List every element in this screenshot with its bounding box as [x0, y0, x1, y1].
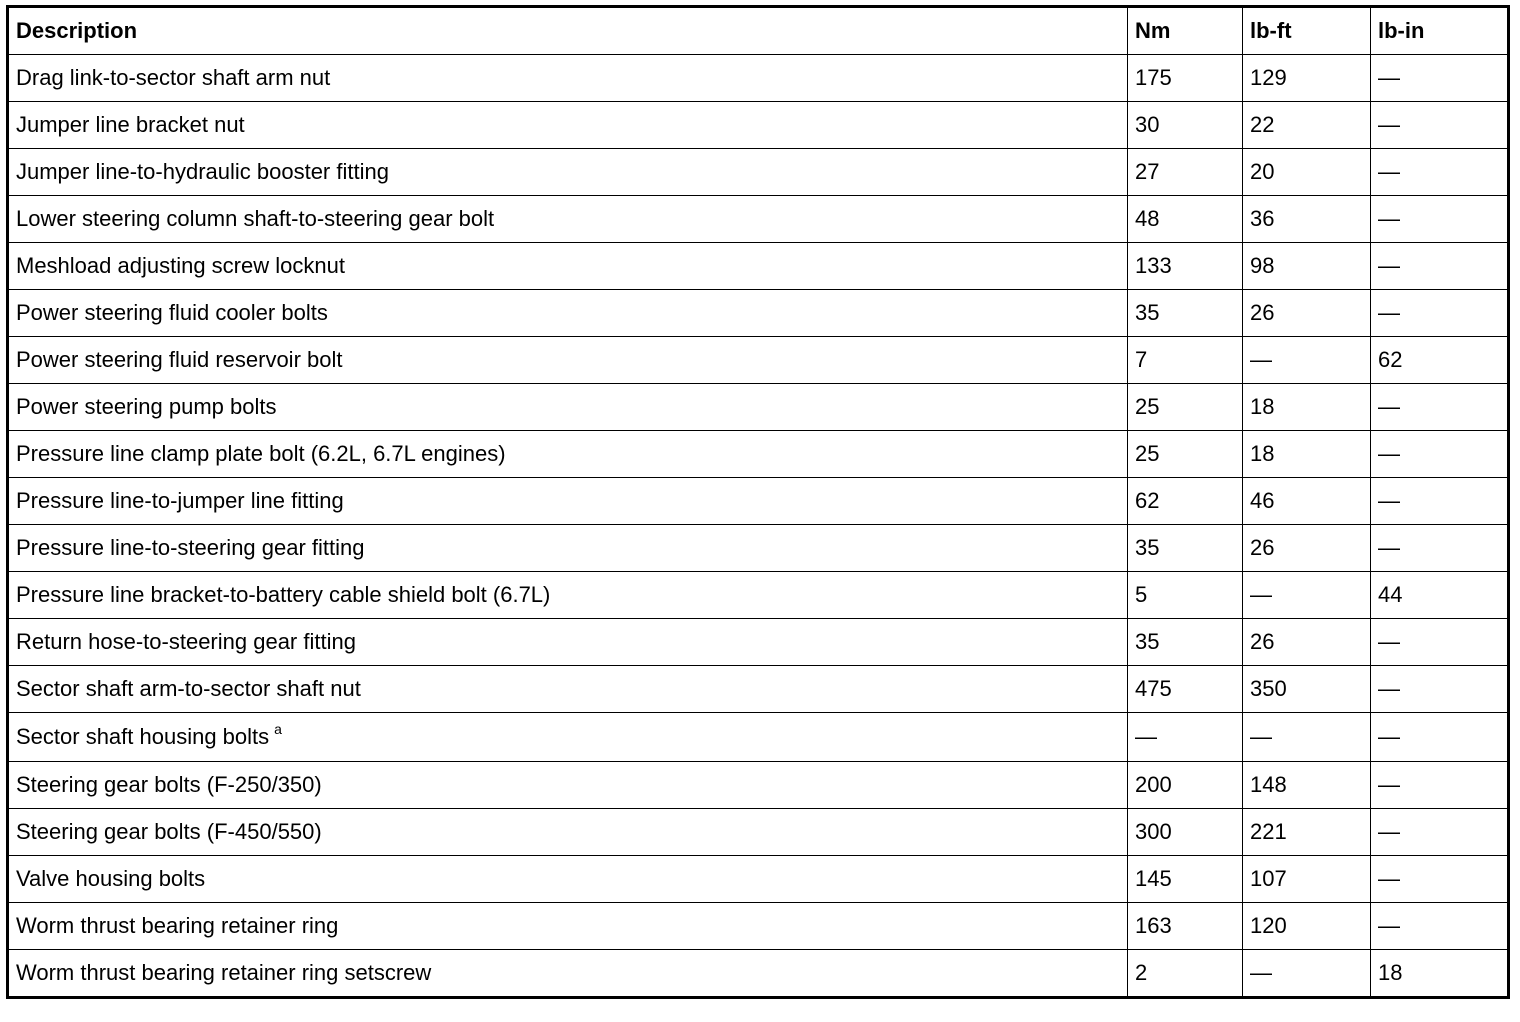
cell-nm: 30: [1128, 102, 1243, 149]
cell-nm: 5: [1128, 572, 1243, 619]
table-row: [8, 809, 1509, 856]
cell-description: Pressure line-to-jumper line fitting: [8, 478, 1128, 525]
cell-description: Pressure line clamp plate bolt (6.2L, 6.7L engines): [8, 431, 1128, 478]
cell-nm: 48: [1128, 196, 1243, 243]
table-header-row: [8, 7, 1509, 55]
cell-lbin: —: [1371, 903, 1509, 950]
cell-nm: 25: [1128, 384, 1243, 431]
cell-lbft: 26: [1243, 619, 1371, 666]
cell-lbin: 18: [1371, 950, 1509, 998]
cell-lbin: —: [1371, 384, 1509, 431]
table-row: [8, 713, 1509, 762]
cell-lbft: 36: [1243, 196, 1371, 243]
cell-lbin: —: [1371, 290, 1509, 337]
cell-description: Sector shaft arm-to-sector shaft nut: [8, 666, 1128, 713]
table-row: [8, 290, 1509, 337]
cell-lbft: —: [1243, 337, 1371, 384]
cell-nm: —: [1128, 713, 1243, 762]
cell-lbft: 129: [1243, 55, 1371, 102]
cell-lbft: 18: [1243, 431, 1371, 478]
cell-lbft: —: [1243, 572, 1371, 619]
cell-nm: 27: [1128, 149, 1243, 196]
cell-lbin: —: [1371, 525, 1509, 572]
cell-nm: 300: [1128, 809, 1243, 856]
table-row: [8, 478, 1509, 525]
cell-description: Lower steering column shaft-to-steering gear bolt: [8, 196, 1128, 243]
cell-lbft: 20: [1243, 149, 1371, 196]
cell-lbft: 46: [1243, 478, 1371, 525]
cell-lbft: 148: [1243, 762, 1371, 809]
cell-description: Worm thrust bearing retainer ring: [8, 903, 1128, 950]
column-header-lbft: lb-ft: [1243, 7, 1371, 55]
cell-lbft: 107: [1243, 856, 1371, 903]
cell-lbin: 62: [1371, 337, 1509, 384]
cell-lbin: —: [1371, 149, 1509, 196]
cell-description: Power steering pump bolts: [8, 384, 1128, 431]
table-row: [8, 149, 1509, 196]
cell-description: Worm thrust bearing retainer ring setscrew: [8, 950, 1128, 998]
table-row: [8, 102, 1509, 149]
cell-nm: 25: [1128, 431, 1243, 478]
cell-nm: 7: [1128, 337, 1243, 384]
cell-description: Return hose-to-steering gear fitting: [8, 619, 1128, 666]
cell-lbin: —: [1371, 102, 1509, 149]
table-row: [8, 337, 1509, 384]
cell-lbft: —: [1243, 950, 1371, 998]
table-row: [8, 384, 1509, 431]
cell-description: Pressure line bracket-to-battery cable shield bolt (6.7L): [8, 572, 1128, 619]
table-row: [8, 666, 1509, 713]
cell-nm: 35: [1128, 525, 1243, 572]
cell-description: Meshload adjusting screw locknut: [8, 243, 1128, 290]
table-row: [8, 243, 1509, 290]
column-header-lbin: lb-in: [1371, 7, 1509, 55]
cell-lbin: —: [1371, 619, 1509, 666]
cell-lbft: 26: [1243, 525, 1371, 572]
table-row: [8, 525, 1509, 572]
cell-description: Drag link-to-sector shaft arm nut: [8, 55, 1128, 102]
cell-description: Pressure line-to-steering gear fitting: [8, 525, 1128, 572]
cell-description-text: Sector shaft housing bolts: [16, 724, 270, 749]
cell-nm: 2: [1128, 950, 1243, 998]
torque-spec-table: [6, 5, 1510, 999]
cell-description: [8, 713, 1128, 762]
cell-lbin: —: [1371, 196, 1509, 243]
column-header-description: Description: [8, 7, 1128, 55]
cell-lbft: 18: [1243, 384, 1371, 431]
table-row: [8, 619, 1509, 666]
footnote-marker: a: [274, 721, 282, 737]
cell-description: Steering gear bolts (F-450/550): [8, 809, 1128, 856]
cell-lbft: 98: [1243, 243, 1371, 290]
cell-lbin: —: [1371, 762, 1509, 809]
cell-lbin: —: [1371, 856, 1509, 903]
cell-description: Jumper line bracket nut: [8, 102, 1128, 149]
cell-lbin: —: [1371, 478, 1509, 525]
cell-nm: 35: [1128, 290, 1243, 337]
cell-description: Valve housing bolts: [8, 856, 1128, 903]
cell-lbft: 120: [1243, 903, 1371, 950]
cell-lbft: 221: [1243, 809, 1371, 856]
table-row: [8, 55, 1509, 102]
cell-lbin: 44: [1371, 572, 1509, 619]
cell-lbin: —: [1371, 713, 1509, 762]
table-row: [8, 856, 1509, 903]
cell-nm: 163: [1128, 903, 1243, 950]
cell-lbft: 22: [1243, 102, 1371, 149]
cell-lbin: —: [1371, 55, 1509, 102]
cell-nm: 175: [1128, 55, 1243, 102]
cell-lbin: —: [1371, 666, 1509, 713]
cell-description: Power steering fluid cooler bolts: [8, 290, 1128, 337]
table-row: [8, 762, 1509, 809]
cell-nm: 475: [1128, 666, 1243, 713]
cell-nm: 62: [1128, 478, 1243, 525]
table-row: [8, 903, 1509, 950]
table-row: [8, 196, 1509, 243]
cell-nm: 200: [1128, 762, 1243, 809]
cell-lbin: —: [1371, 809, 1509, 856]
table-row: [8, 431, 1509, 478]
cell-lbft: —: [1243, 713, 1371, 762]
cell-nm: 145: [1128, 856, 1243, 903]
cell-nm: 133: [1128, 243, 1243, 290]
table-row: [8, 950, 1509, 998]
column-header-nm: Nm: [1128, 7, 1243, 55]
cell-lbft: 26: [1243, 290, 1371, 337]
table-row: [8, 572, 1509, 619]
cell-lbin: —: [1371, 431, 1509, 478]
cell-description: Steering gear bolts (F-250/350): [8, 762, 1128, 809]
cell-description: Power steering fluid reservoir bolt: [8, 337, 1128, 384]
cell-lbin: —: [1371, 243, 1509, 290]
cell-description: Jumper line-to-hydraulic booster fitting: [8, 149, 1128, 196]
cell-nm: 35: [1128, 619, 1243, 666]
cell-lbft: 350: [1243, 666, 1371, 713]
